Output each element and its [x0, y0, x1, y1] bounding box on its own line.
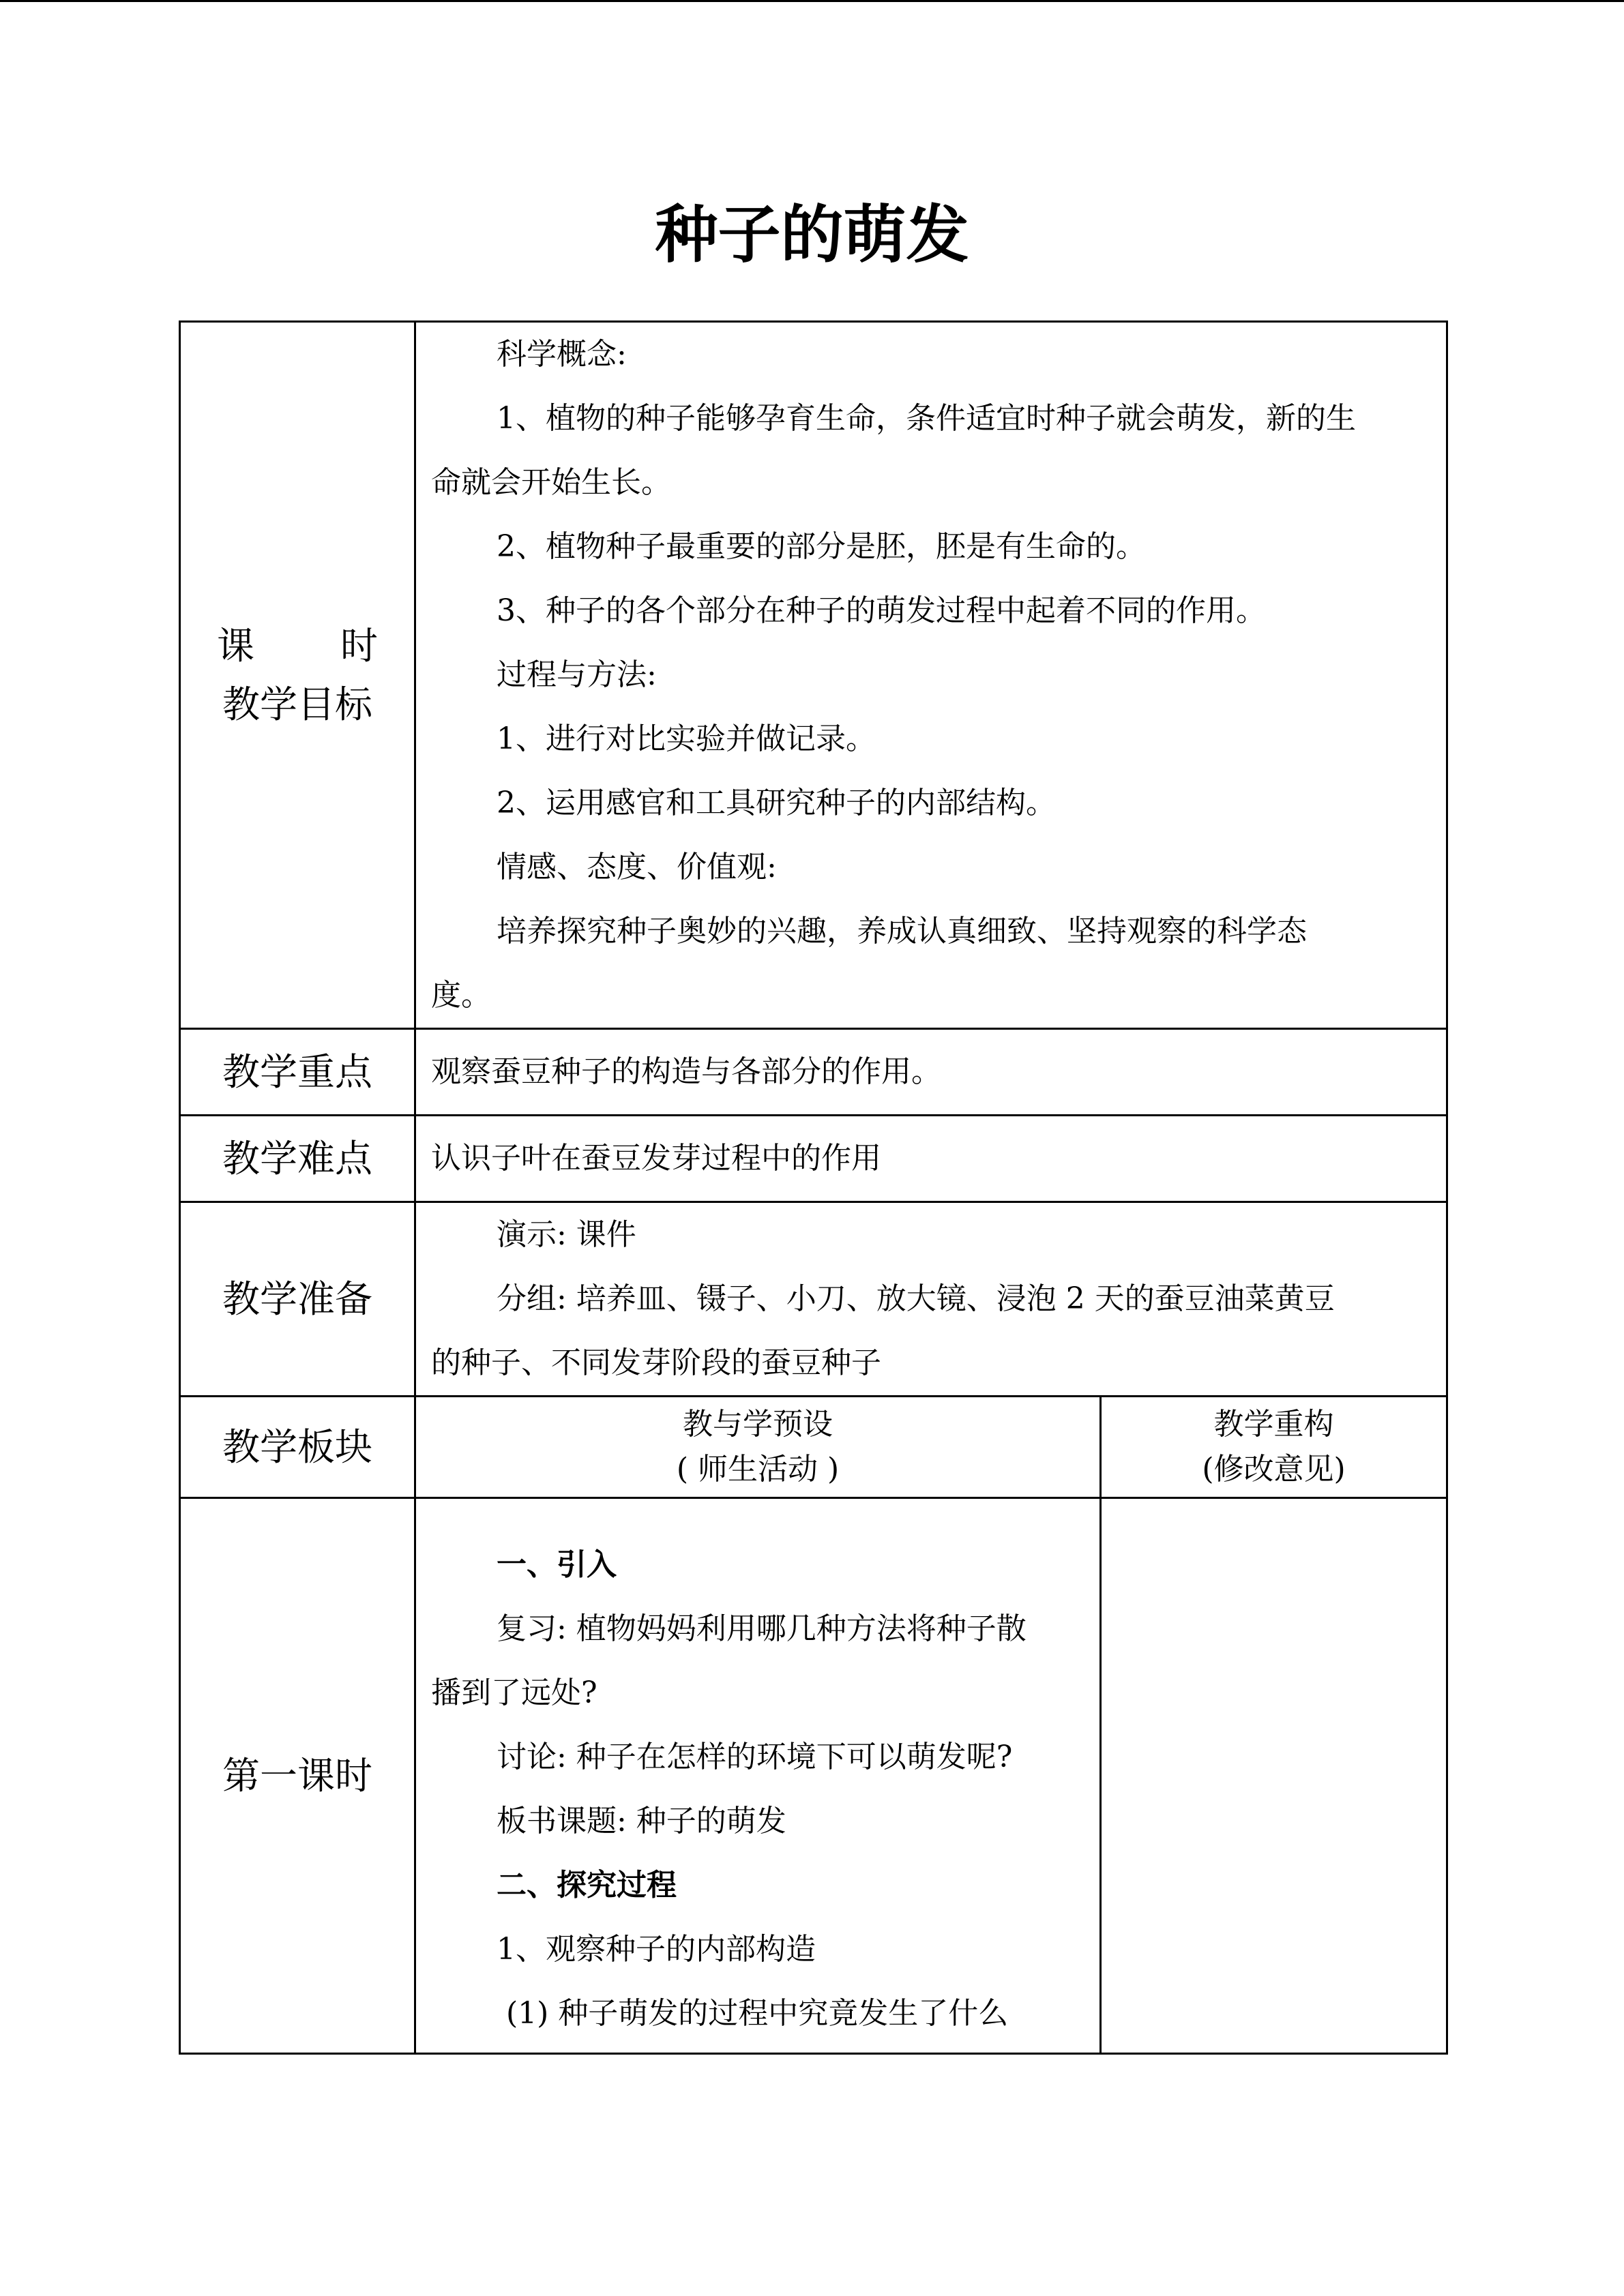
objectives-line: 2、植物种子最重要的部分是胚，胚是有生命的。 [497, 529, 1146, 564]
objectives-line: 过程与方法: [497, 657, 657, 692]
objectives-line: 培养探究种子奥妙的兴趣，养成认真细致、坚持观察的科学态 [497, 914, 1307, 949]
objectives-line: 科学概念: [497, 337, 627, 372]
page-title: 种子的萌发 [655, 198, 969, 271]
objectives-line: 命就会开始生长。 [431, 465, 671, 500]
lesson1-row [180, 1498, 1447, 2054]
key-point-label-cell [180, 1029, 415, 1116]
lesson-plan-table [179, 320, 1448, 2055]
lesson1-line: 板书课题: 种子的萌发 [497, 1804, 786, 1838]
objectives-row [180, 322, 1447, 1029]
objectives-line: 1、进行对比实验并做记录。 [497, 721, 876, 756]
objectives-content [416, 323, 1446, 1028]
difficulty-label-cell [180, 1116, 415, 1202]
objectives-label-line2: 教学目标 [222, 683, 372, 726]
preparation-label: 教学准备 [222, 1277, 372, 1321]
preparation-line: 分组: 培养皿、镊子、小刀、放大镜、浸泡 2 天的蚕豆油菜黄豆 [497, 1281, 1335, 1316]
objectives-line: 1、植物的种子能够孕育生命，条件适宜时种子就会萌发，新的生 [497, 401, 1356, 436]
objectives-line: 2、运用感官和工具研究种子的内部结构。 [497, 786, 1056, 820]
lesson1-content-cell [415, 1498, 1101, 2054]
teaching-presets-title: 教与学预设 [683, 1407, 833, 1442]
preparation-label-cell [180, 1202, 415, 1397]
key-point-label: 教学重点 [222, 1050, 372, 1094]
lesson1-line: 一、引入 [497, 1547, 617, 1582]
difficulty-content-cell [415, 1116, 1447, 1202]
lesson1-line: 复习: 植物妈妈利用哪几种方法将种子散 [497, 1611, 1027, 1646]
lesson1-content [416, 1499, 1099, 2046]
lesson1-line: 播到了远处? [431, 1675, 597, 1710]
reconstruction-subtitle: (修改意见) [1202, 1452, 1346, 1487]
lesson1-line: 1、观察种子的内部构造 [497, 1932, 816, 1967]
difficulty-label: 教学难点 [222, 1137, 372, 1180]
difficulty-text: 认识子叶在蚕豆发芽过程中的作用 [431, 1141, 881, 1176]
reconstruction-title: 教学重构 [1213, 1407, 1334, 1442]
page-top-border [0, 0, 1624, 2]
difficulty-row [180, 1116, 1447, 1202]
objectives-line: 情感、态度、价值观: [497, 850, 777, 884]
lesson1-label: 第一课时 [222, 1754, 372, 1798]
objectives-label-cell [180, 322, 415, 1029]
objectives-line: 3、种子的各个部分在种子的萌发过程中起着不同的作用。 [497, 593, 1266, 628]
objectives-label-part2: 时 [340, 624, 378, 668]
preparation-content-cell [415, 1202, 1447, 1397]
preparation-line: 演示: 课件 [497, 1217, 636, 1252]
teaching-presets-subtitle: ( 师生活动 ) [676, 1452, 840, 1487]
lesson1-line: 二、探究过程 [497, 1868, 677, 1903]
preparation-content [416, 1203, 1446, 1395]
key-point-text: 观察蚕豆种子的构造与各部分的作用。 [431, 1054, 941, 1089]
objectives-line: 度。 [431, 978, 491, 1013]
lesson1-label-cell [180, 1498, 415, 2054]
sections-label-cell [180, 1397, 415, 1498]
objectives-label-part1: 课 [217, 624, 255, 668]
lesson1-line: 讨论: 种子在怎样的环境下可以萌发呢? [497, 1740, 1013, 1774]
reconstruction-header [1101, 1397, 1447, 1498]
sections-label: 教学板块 [222, 1425, 372, 1469]
preparation-row [180, 1202, 1447, 1397]
sections-header-row [180, 1397, 1447, 1498]
key-point-row [180, 1029, 1447, 1116]
objectives-label [181, 616, 414, 734]
teaching-presets-header [415, 1397, 1101, 1498]
key-point-content-cell [415, 1029, 1447, 1116]
preparation-line: 的种子、不同发芽阶段的蚕豆种子 [431, 1345, 881, 1380]
lesson1-line: (1) 种子萌发的过程中究竟发生了什么 [506, 1996, 1009, 2031]
objectives-content-cell [415, 322, 1447, 1029]
lesson1-revision-cell [1101, 1498, 1447, 2054]
